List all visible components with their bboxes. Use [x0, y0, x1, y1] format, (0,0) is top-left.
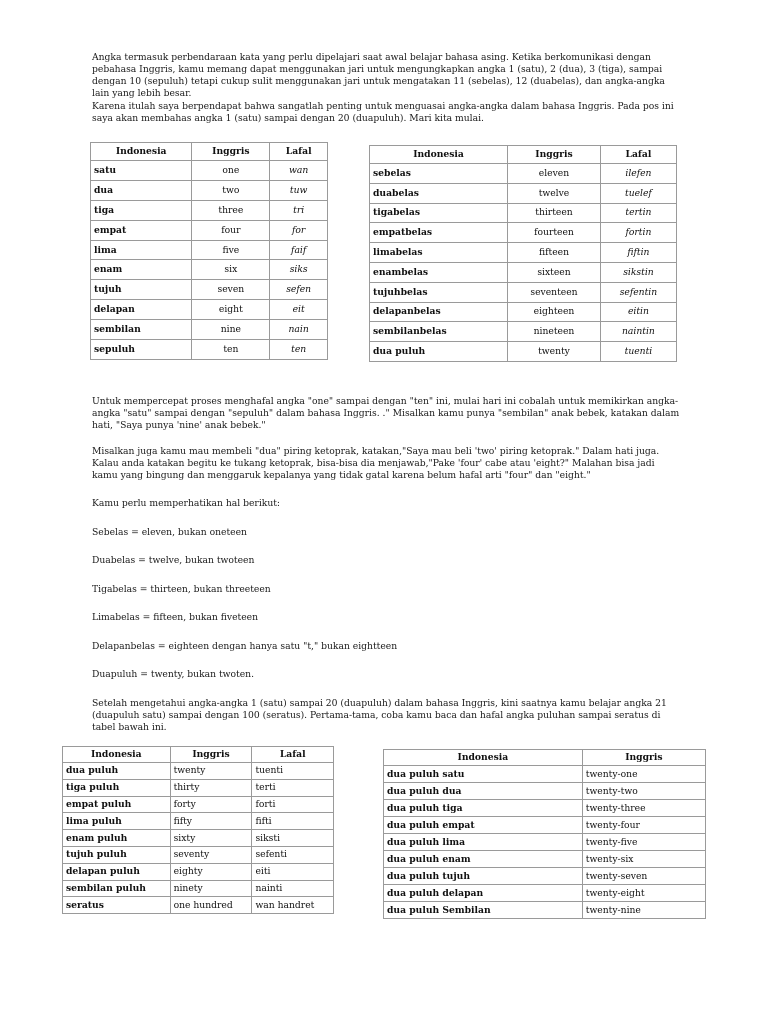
table-cell: delapan — [91, 300, 192, 320]
table-row — [370, 164, 677, 184]
table-cell: naintin — [600, 322, 676, 342]
table-cell: tujuhbelas — [370, 282, 508, 302]
table-row — [91, 340, 328, 360]
purpose-paragraph: Karena itulah saya berpendapat bahwa sangatlah penting untuk menguasai angka-angka dalam bahasa Inggris. Pada pos ini saya akan membahas angka 1 (satu) sampai dengan 20 (duapuluh). Mari kita mulai. — [92, 101, 674, 124]
attention-line: Kamu perlu memperhatikan hal berikut: — [92, 498, 281, 509]
table-cell: fortin — [600, 223, 676, 243]
table-cell: fourteen — [508, 223, 601, 243]
table-cell: wan handret — [252, 897, 334, 914]
table-cell: ten — [192, 340, 270, 360]
table-cell: twenty-eight — [582, 885, 705, 902]
table-cell: six — [192, 260, 270, 280]
table-cell: eight — [192, 300, 270, 320]
header-inggris: Inggris — [508, 146, 601, 164]
table-row — [384, 902, 706, 919]
header-inggris: Inggris — [170, 747, 252, 763]
table-row — [91, 320, 328, 340]
table-cell: three — [192, 200, 270, 220]
header-inggris: Inggris — [192, 143, 270, 161]
numbers-11-20-table — [369, 145, 677, 362]
table-cell: ten — [270, 340, 328, 360]
table-cell: seratus — [63, 897, 171, 914]
table-cell: tri — [270, 200, 328, 220]
table-cell: dua puluh enam — [384, 851, 583, 868]
table-cell: tuenti — [252, 763, 334, 780]
table-row — [63, 813, 334, 830]
table-row — [91, 200, 328, 220]
table-row — [370, 282, 677, 302]
table-row — [63, 830, 334, 847]
table-cell: sembilan puluh — [63, 880, 171, 897]
table-cell: delapanbelas — [370, 302, 508, 322]
table-cell: nineteen — [508, 322, 601, 342]
table-cell: one — [192, 161, 270, 181]
table-cell: lima — [91, 240, 192, 260]
table-cell: ilefen — [600, 164, 676, 184]
ketoprak-paragraph: Misalkan juga kamu mau membeli "dua" piring ketoprak, katakan,"Saya mau beli 'two' piring ketoprak." Dalam hati juga. Kalau anda katakan begitu ke tukang ketoprak, bisa-bisa dia menjawab,"Pake 'four' cabe atau 'eight?" Malahan bisa jadi kamu yang bingung dan menggaruk kepalanya yang tidak gatal karena belum hafal arti "four" dan "eight." — [92, 446, 660, 481]
table-cell: tiga puluh — [63, 779, 171, 796]
table-cell: fifteen — [508, 243, 601, 263]
table-cell: twenty-one — [582, 766, 705, 783]
table-cell: forti — [252, 796, 334, 813]
table-cell: sembilanbelas — [370, 322, 508, 342]
table-row — [63, 846, 334, 863]
table-cell: sebelas — [370, 164, 508, 184]
table-cell: nine — [192, 320, 270, 340]
table-row — [384, 851, 706, 868]
table-cell: sepuluh — [91, 340, 192, 360]
tens-intro-paragraph: Setelah mengetahui angka-angka 1 (satu) sampai 20 (duapuluh) dalam bahasa Inggris, kini saatnya kamu belajar angka 21 (duapuluh satu) sampai dengan 100 (seratus). Pertama-tama, coba kamu baca dan hafal angka puluhan sampai seratus di tabel bawah ini. — [92, 698, 667, 733]
table-cell: twenty — [170, 763, 252, 780]
memorize-paragraph: Untuk mempercepat proses menghafal angka "one" sampai dengan "ten" ini, mulai hari ini cobalah untuk memikirkan angka-angka "satu" sampai dengan "sepuluh" dalam bahasa Inggris. ." Misalkan kamu punya "sembilan" anak bebek, katakan dalam hati, "Saya punya 'nine' anak bebek." — [92, 396, 680, 431]
table-cell: dua puluh satu — [384, 766, 583, 783]
table-cell: seven — [192, 280, 270, 300]
table-row — [384, 766, 706, 783]
table-cell: wan — [270, 161, 328, 181]
table-cell: sixteen — [508, 262, 601, 282]
table-cell: enambelas — [370, 262, 508, 282]
table-row — [370, 223, 677, 243]
table-cell: twenty-six — [582, 851, 705, 868]
rule-sebelas: Sebelas = eleven, bukan oneteen — [92, 527, 247, 538]
table-row — [63, 863, 334, 880]
table-cell: seventeen — [508, 282, 601, 302]
table-row — [384, 885, 706, 902]
table-cell: fifti — [252, 813, 334, 830]
table-header-row — [91, 143, 328, 161]
table-cell: dua puluh — [370, 342, 508, 362]
table-cell: ninety — [170, 880, 252, 897]
table-row — [91, 280, 328, 300]
table-cell: empat puluh — [63, 796, 171, 813]
table-cell: twenty-nine — [582, 902, 705, 919]
table-cell: thirteen — [508, 203, 601, 223]
table-cell: sefenti — [252, 846, 334, 863]
table-cell: one hundred — [170, 897, 252, 914]
header-lafal: Lafal — [270, 143, 328, 161]
table-cell: twenty-four — [582, 817, 705, 834]
table-body — [63, 763, 334, 914]
table-cell: twenty-five — [582, 834, 705, 851]
table-cell: eiti — [252, 863, 334, 880]
table-header-row — [384, 750, 706, 766]
table-cell: empatbelas — [370, 223, 508, 243]
table-cell: tertin — [600, 203, 676, 223]
table-row — [91, 220, 328, 240]
table-cell: tuenti — [600, 342, 676, 362]
table-header-row — [370, 146, 677, 164]
table-cell: dua puluh Sembilan — [384, 902, 583, 919]
table-cell: forty — [170, 796, 252, 813]
table-cell: tigabelas — [370, 203, 508, 223]
table-row — [370, 322, 677, 342]
table-cell: dua — [91, 180, 192, 200]
table-cell: twenty-seven — [582, 868, 705, 885]
table-header-row — [63, 747, 334, 763]
table-row — [370, 203, 677, 223]
table-cell: faif — [270, 240, 328, 260]
table-cell: twenty — [508, 342, 601, 362]
table-cell: eit — [270, 300, 328, 320]
table-row — [370, 342, 677, 362]
table-cell: nainti — [252, 880, 334, 897]
table-body — [370, 164, 677, 362]
table-cell: sikstin — [600, 262, 676, 282]
table-cell: siksti — [252, 830, 334, 847]
table-row — [63, 880, 334, 897]
table-cell: empat — [91, 220, 192, 240]
table-row — [91, 260, 328, 280]
table-cell: duabelas — [370, 183, 508, 203]
table-row — [370, 262, 677, 282]
table-cell: eighteen — [508, 302, 601, 322]
table-cell: tujuh puluh — [63, 846, 171, 863]
table-cell: twenty-two — [582, 783, 705, 800]
table-cell: tuelef — [600, 183, 676, 203]
table-row — [91, 300, 328, 320]
table-cell: twelve — [508, 183, 601, 203]
table-row — [63, 897, 334, 914]
table-cell: eitin — [600, 302, 676, 322]
table-row — [63, 796, 334, 813]
table-cell: fiftin — [600, 243, 676, 263]
table-row — [384, 783, 706, 800]
header-indonesia: Indonesia — [370, 146, 508, 164]
header-inggris: Inggris — [582, 750, 705, 766]
table-cell: sefen — [270, 280, 328, 300]
table-row — [91, 161, 328, 181]
table-cell: four — [192, 220, 270, 240]
table-cell: dua puluh lima — [384, 834, 583, 851]
header-lafal: Lafal — [600, 146, 676, 164]
table-cell: five — [192, 240, 270, 260]
table-row — [370, 243, 677, 263]
table-cell: enam — [91, 260, 192, 280]
table-row — [370, 302, 677, 322]
table-body — [384, 766, 706, 919]
header-indonesia: Indonesia — [91, 143, 192, 161]
table-cell: dua puluh dua — [384, 783, 583, 800]
table-cell: for — [270, 220, 328, 240]
table-cell: eleven — [508, 164, 601, 184]
table-cell: thirty — [170, 779, 252, 796]
table-cell: tiga — [91, 200, 192, 220]
table-row — [91, 240, 328, 260]
table-row — [384, 868, 706, 885]
table-row — [91, 180, 328, 200]
table-cell: limabelas — [370, 243, 508, 263]
intro-paragraph: Angka termasuk perbendaraan kata yang perlu dipelajari saat awal belajar bahasa asing. Ketika berkomunikasi dengan pebahasa Inggris, kamu memang dapat menggunakan jari untuk mengungkapkan angka 1 (satu), 2 (dua), 3 (tiga), sampai dengan 10 (sepuluh) tetapi cukup sulit menggunakan jari untuk mengatakan 11 (sebelas), 12 (duabelas), dan angka-angka lain yang lebih besar. — [92, 52, 665, 99]
table-cell: tuw — [270, 180, 328, 200]
header-indonesia: Indonesia — [384, 750, 583, 766]
rule-tigabelas: Tigabelas = thirteen, bukan threeteen — [92, 584, 271, 595]
rule-delapanbelas: Delapanbelas = eighteen dengan hanya satu "t," bukan eightteen — [92, 641, 398, 652]
table-cell: dua puluh tujuh — [384, 868, 583, 885]
table-cell: eighty — [170, 863, 252, 880]
table-cell: fifty — [170, 813, 252, 830]
table-cell: dua puluh delapan — [384, 885, 583, 902]
table-cell: sembilan — [91, 320, 192, 340]
table-row — [384, 817, 706, 834]
table-row — [384, 834, 706, 851]
table-cell: seventy — [170, 846, 252, 863]
table-cell: nain — [270, 320, 328, 340]
table-row — [63, 779, 334, 796]
rule-duabelas: Duabelas = twelve, bukan twoteen — [92, 555, 255, 566]
table-body — [91, 161, 328, 360]
table-cell: satu — [91, 161, 192, 181]
table-cell: dua puluh empat — [384, 817, 583, 834]
header-indonesia: Indonesia — [63, 747, 171, 763]
table-cell: tujuh — [91, 280, 192, 300]
table-cell: enam puluh — [63, 830, 171, 847]
table-cell: sixty — [170, 830, 252, 847]
twenties-table — [383, 749, 706, 919]
rule-duapuluh: Duapuluh = twenty, bukan twoten. — [92, 669, 255, 680]
table-row — [370, 183, 677, 203]
table-cell: twenty-three — [582, 800, 705, 817]
table-cell: terti — [252, 779, 334, 796]
tens-table — [62, 746, 334, 914]
rule-limabelas: Limabelas = fifteen, bukan fiveteen — [92, 612, 258, 623]
header-lafal: Lafal — [252, 747, 334, 763]
table-row — [384, 800, 706, 817]
numbers-1-10-table — [90, 142, 328, 360]
table-row — [63, 763, 334, 780]
table-cell: sefentin — [600, 282, 676, 302]
table-cell: lima puluh — [63, 813, 171, 830]
table-cell: dua puluh — [63, 763, 171, 780]
table-cell: siks — [270, 260, 328, 280]
table-cell: two — [192, 180, 270, 200]
table-cell: dua puluh tiga — [384, 800, 583, 817]
table-cell: delapan puluh — [63, 863, 171, 880]
